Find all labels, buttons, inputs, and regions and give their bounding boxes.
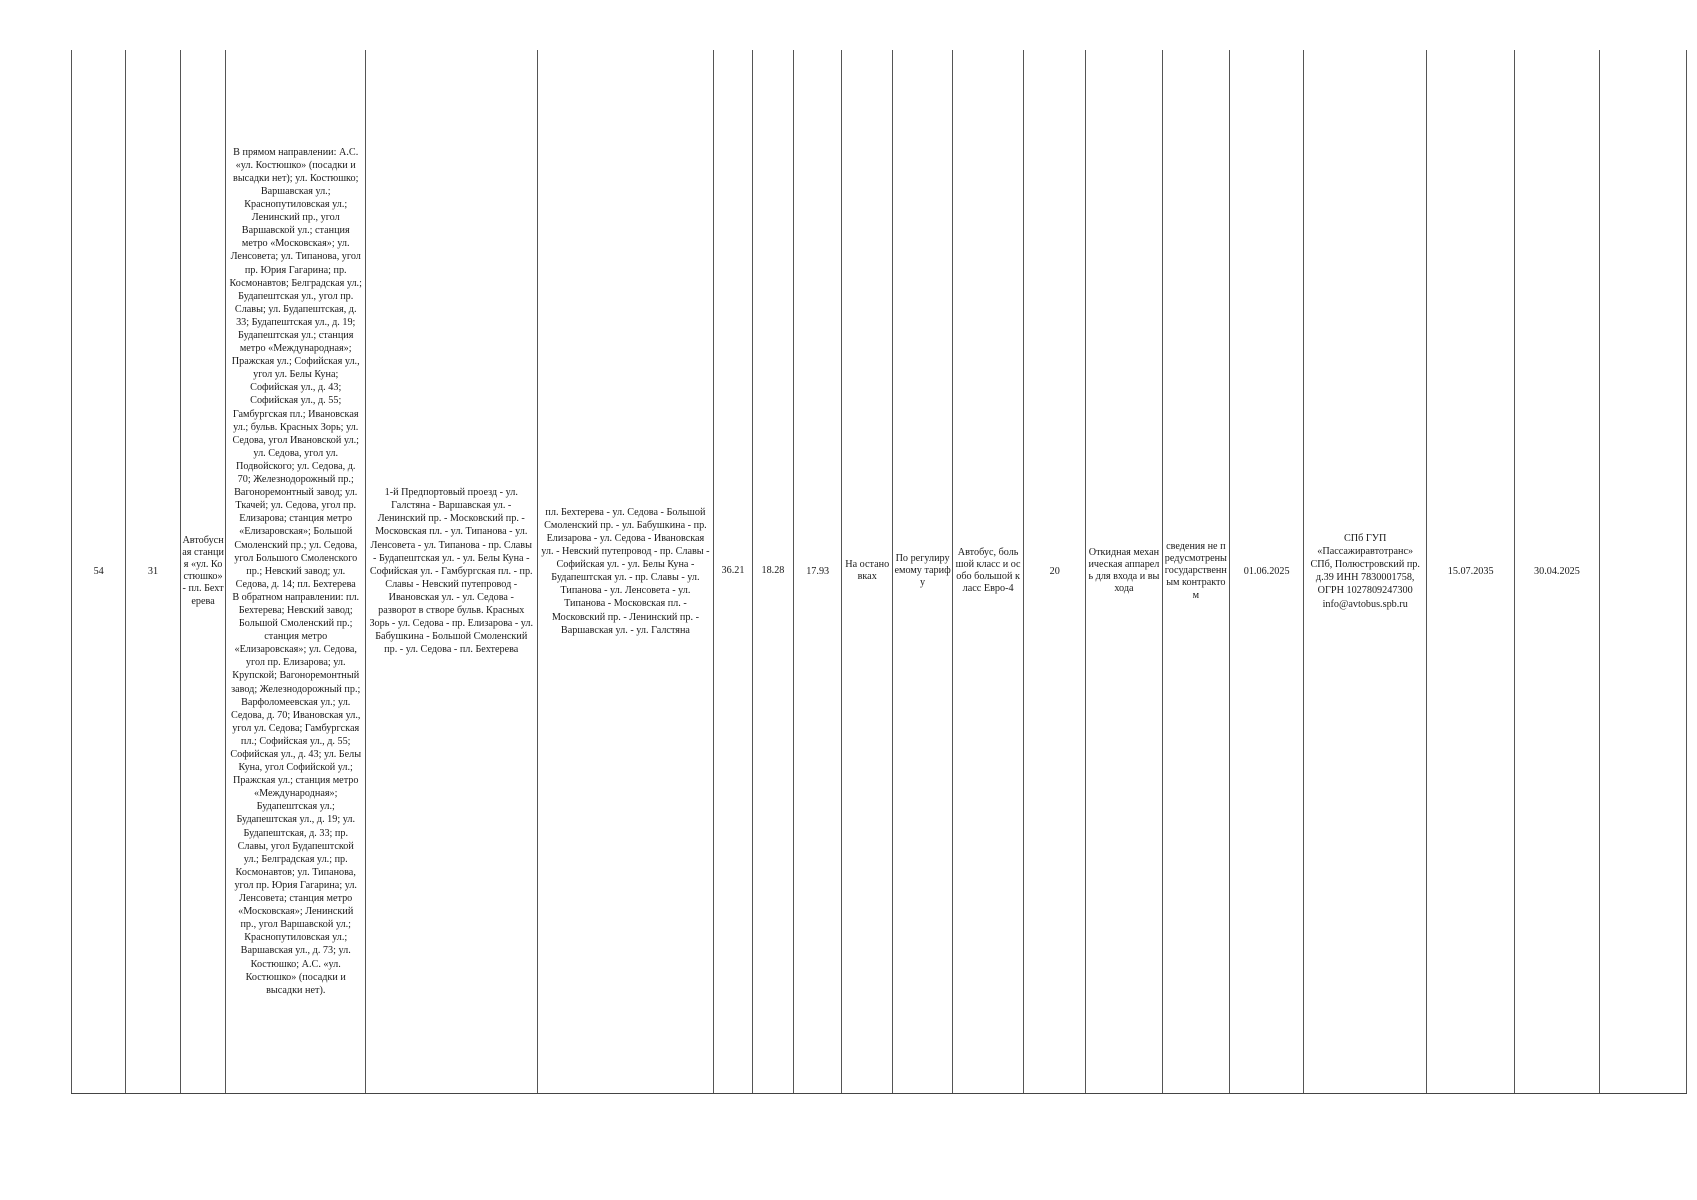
cell-empty — [1599, 50, 1687, 1093]
cell-route-name: Автобусная станция «ул. Костюшко» - пл. Бехтерева — [180, 50, 226, 1093]
cell-carrier: СПб ГУП «Пассажиравтотранс» СПб, Полюстровский пр. д.39 ИНН 7830001758, ОГРН 1027809247300 info@avtobus.spb.ru — [1304, 50, 1427, 1093]
cell-length-backward: 18.28 — [752, 50, 794, 1093]
cell-row-number: 54 — [72, 50, 126, 1093]
cell-average-length: 17.93 — [794, 50, 842, 1093]
cell-date-2: 15.07.2035 — [1426, 50, 1514, 1093]
table-row — [72, 50, 1687, 1093]
cell-stops-list: В прямом направлении: А.С. «ул. Костюшко» (посадки и высадки нет); ул. Костюшко; Варшавская ул.; Краснопутиловская ул.; Ленинский пр., угол Варшавской ул.; станция метро «Московская»; ул. Ленсовета; ул. Типанова, угол пр. Юрия Гагарина; пр. Космонавтов; Белградская ул.; Будапештская ул., угол пр. Славы; ул. Будапештская, д. 33; Будапештская ул., д. 19; Будапештская ул.; станция метро «Международная»; Пражская ул.; Софийская ул., угол ул. Белы Куна; Софийская ул., д. 43; Софийская ул., д. 55; Гамбургская пл.; Ивановская ул.; бульв. Красных Зорь; ул. Седова, угол Ивановской ул.; ул. Седова, угол ул. Подвойского; ул. Седова, д. 70; Железнодорожный пр.; Вагоноремонтный завод; ул. Ткачей; ул. Седова, угол пр. Елизарова; станция метро «Елизаровская»; Большой Смоленский пр.; ул. Седова, угол Большого Смоленского пр.; Невский завод; ул. Седова, д. 14; пл. Бехтерева В обратном направлении: пл. Бехтерева; Невский завод; Большой Смоленский пр.; станция метро «Елизаровская»; ул. Седова, угол пр. Елизарова; ул. Крупской; Вагоноремонтный завод; Железнодорожный пр.; Варфоломеевская ул.; ул. Седова, д. 70; Ивановская ул., угол ул. Седова; Гамбургская пл.; Софийская ул., д. 55; Софийская ул., д. 43; ул. Белы Куна, угол Софийской ул.; Пражская ул.; станция метро «Международная»; Будапештская ул.; Будапештская ул., д. 19; ул. Будапештская, д. 33; пр. Славы, угол Будапештской ул.; Белградская ул.; пр. Космонавтов; ул. Типанова, угол пр. Юрия Гагарина; ул. Ленсовета; станция метро «Московская»; Ленинский пр., угол Варшавской ул.; Краснопутиловская ул.; Варшавская ул., д. 73; ул. Костюшко; А.С. «ул. Костюшко» (посадки и высадки нет). — [226, 50, 366, 1093]
cell-streets-forward: 1-й Предпортовый проезд - ул. Галстяна - Варшавская ул. - Ленинский пр. - Московский пр. - Московская пл. - ул. Типанова - ул. Ленсовета - ул. Типанова - пр. Славы - Будапештская ул. - ул. Белы Куна - Софийская ул. - Гамбургская пл. - пр. Славы - Невский путепровод - Ивановская ул. - ул. Седова - разворот в створе бульв. Красных Зорь - ул. Седова - пр. Елизарова - ул. Бабушкина - Большой Смоленский пр. - ул. Седова - пл. Бехтерева — [366, 50, 538, 1093]
cell-tariff: По регулируемому тарифу — [893, 50, 953, 1093]
cell-start-date: 01.06.2025 — [1229, 50, 1304, 1093]
cell-streets-backward: пл. Бехтерева - ул. Седова - Большой Смоленский пр. - ул. Бабушкина - пр. Елизарова - ул. Седова - Ивановская ул. - Невский путепровод - пр. Славы - Софийская ул. - ул. Белы Куна - Будапештская ул. - пр. Славы - ул. Типанова - ул. Ленсовета - ул. Типанова - Московская пл. - Московский пр. - Ленинский пр. - Варшавская ул. - ул. Галстяна — [537, 50, 714, 1093]
cell-vehicle-count: 20 — [1024, 50, 1086, 1093]
cell-door-type: Откидная механическая аппарель для входа и выхода — [1086, 50, 1163, 1093]
cell-date-3: 30.04.2025 — [1515, 50, 1599, 1093]
cell-stop-order: На остановках — [842, 50, 893, 1093]
cell-length-forward: 36.21 — [714, 50, 752, 1093]
cell-vehicle-type: Автобус, большой класс и особо большой класс Евро-4 — [952, 50, 1023, 1093]
cell-contract-info: сведения не предусмотрены государственным контрактом — [1162, 50, 1229, 1093]
cell-route-number: 31 — [126, 50, 180, 1093]
route-register-table — [71, 50, 1687, 1094]
table-bottom-border — [71, 1093, 1687, 1094]
